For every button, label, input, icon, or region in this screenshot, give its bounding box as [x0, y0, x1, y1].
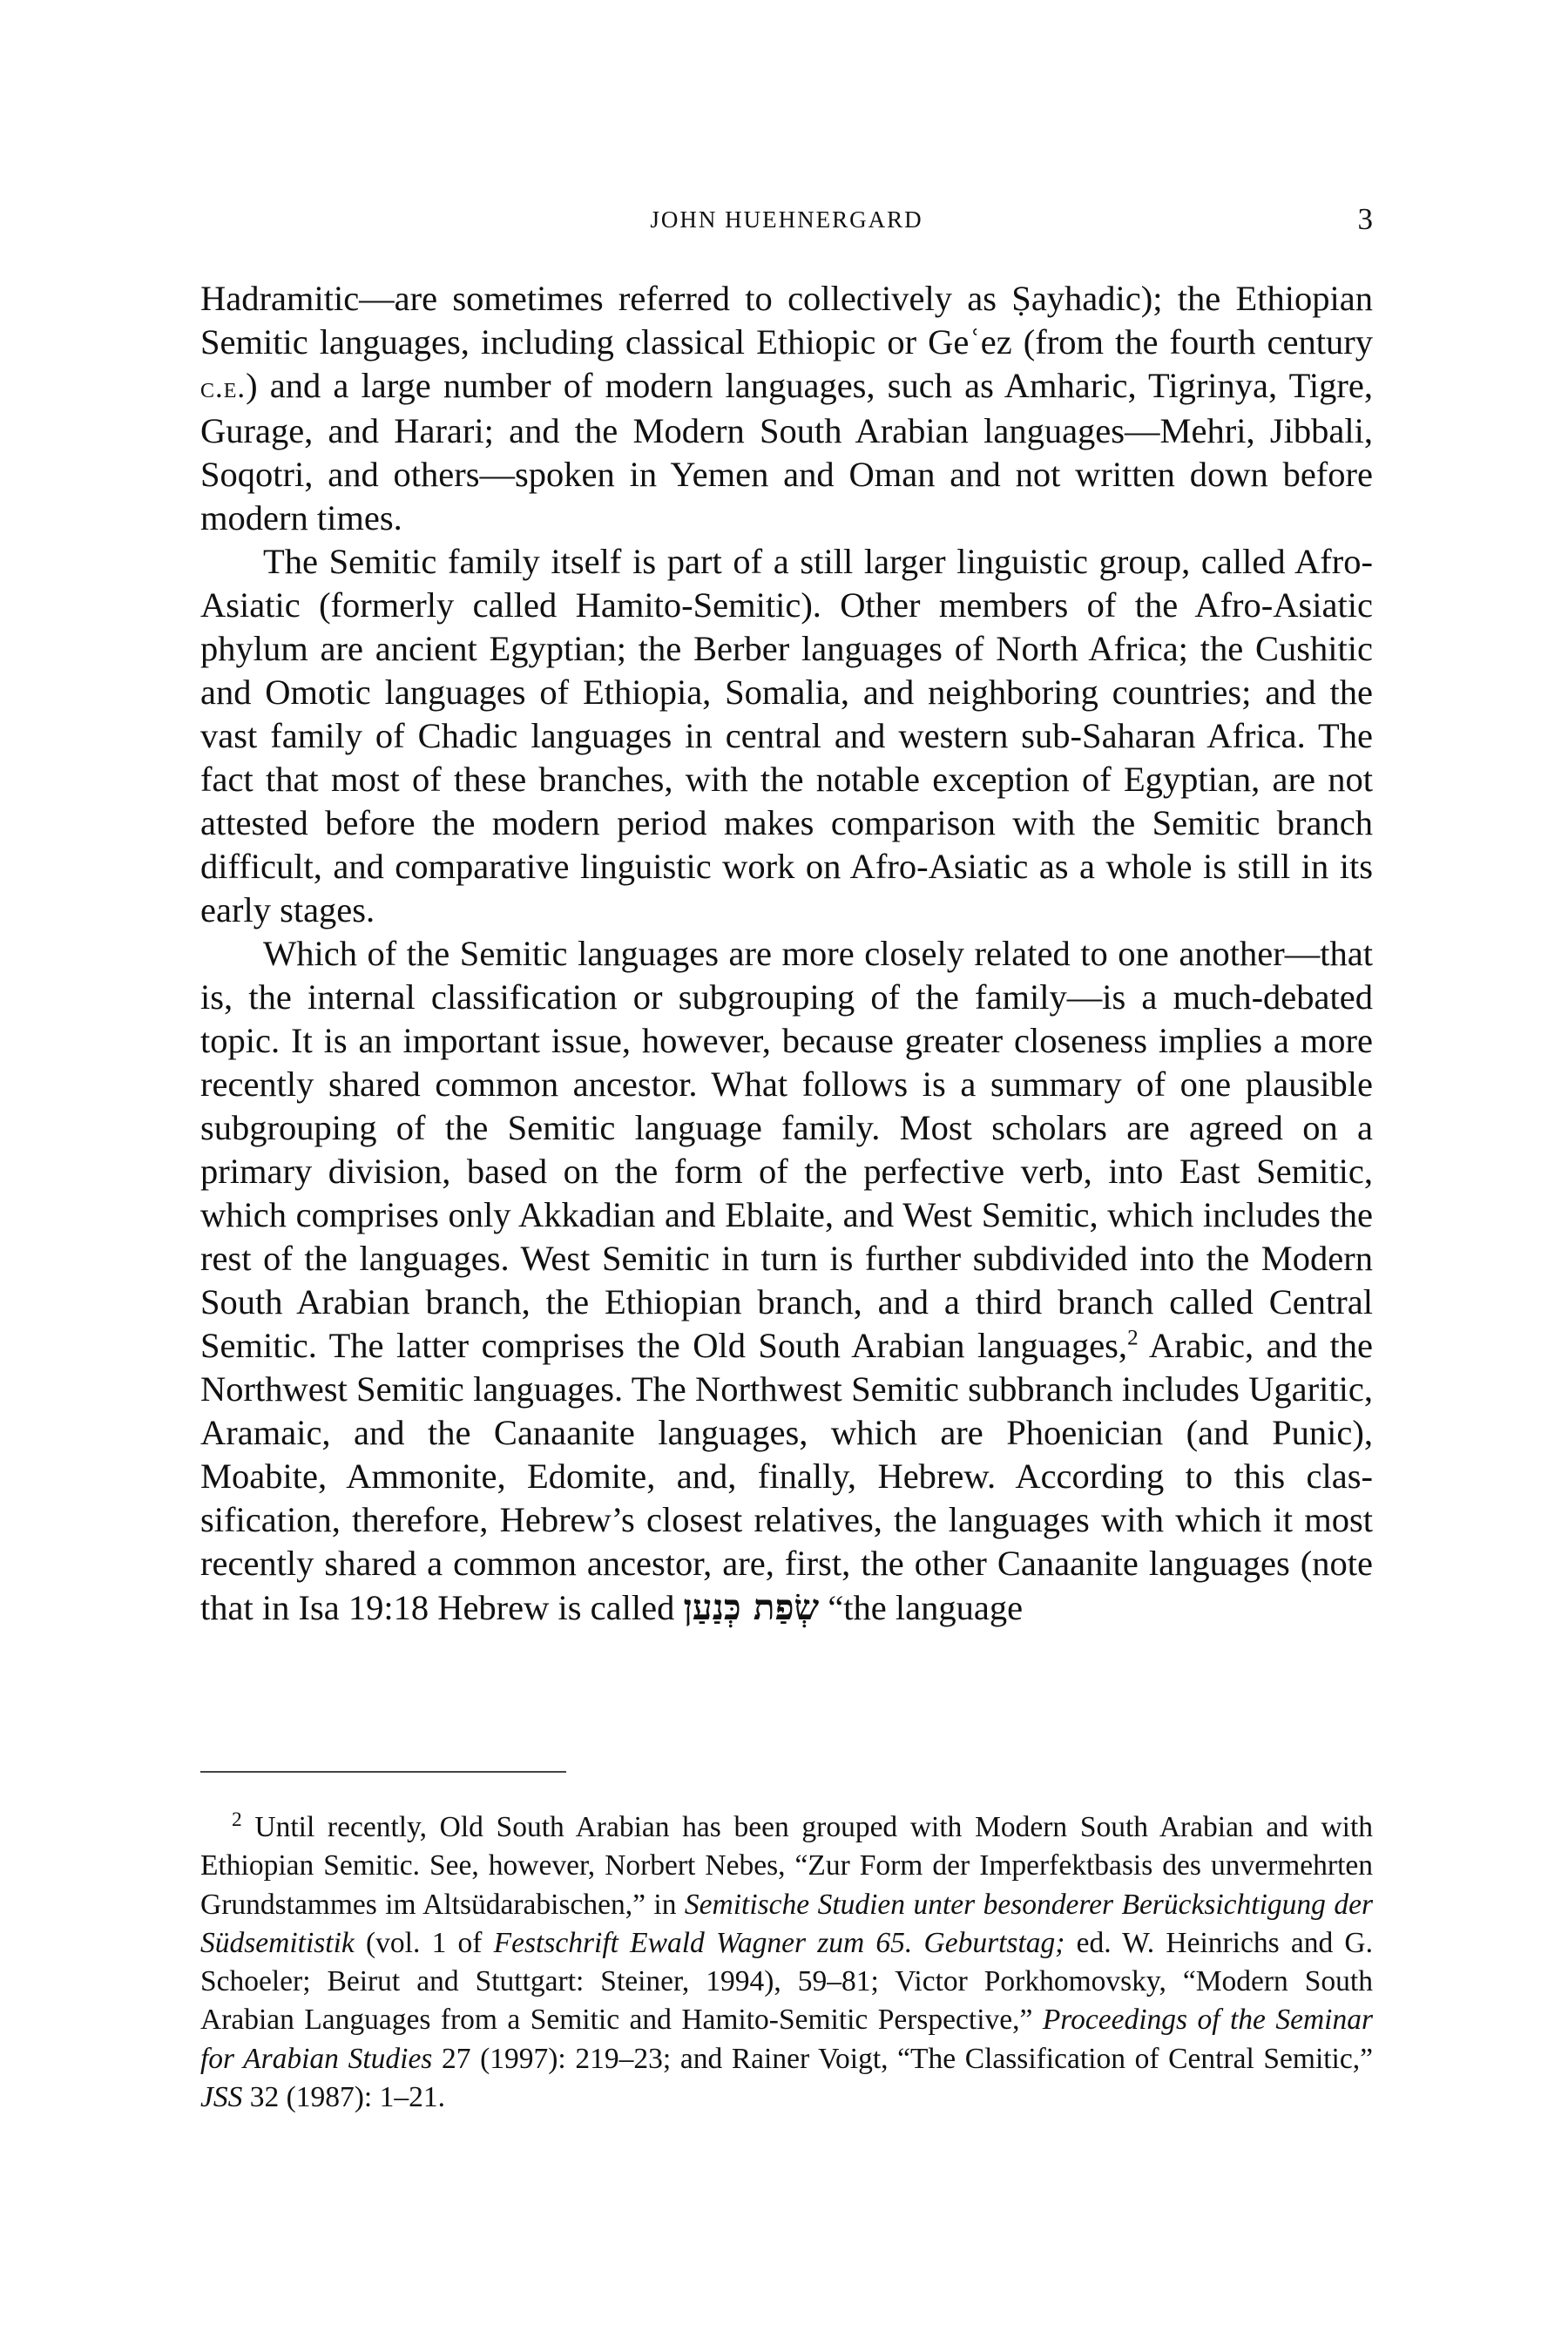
footnote — [200, 1808, 1373, 2117]
footnote-number: 2 — [232, 1808, 242, 1831]
footnote-2 — [200, 1808, 1373, 2117]
footnote-text-4: 27 (1997): 219–23; and Rainer Voigt, “The Classification of Central Semitic,” — [432, 2042, 1373, 2075]
footnote-text-2: (vol. 1 of — [354, 1926, 494, 1959]
footnote-reference[interactable]: 2 — [1127, 1326, 1139, 1350]
paragraph-1-text-b: ) and a large number of modern languages, such as Amharic, Tigrinya, Tigre, Gurage, and Harari; and the Modern South Arabian languages—Mehri, Jibbali, Soqotri, and others—spoken in Yemen and Oman and not written down before modern times. — [200, 366, 1373, 537]
hebrew-phrase: שְׂפַת כְּנַעַן — [683, 1586, 820, 1628]
footnote-text-1: Until recently, Old South Arabian has been grouped with Modern South Arabian and with Ethiopian Semitic. See, however, Norbert Nebes, “Zur Form der Imperfektbasis des unvermehrten Grundstammes im Altsüdarabischen,” in — [200, 1811, 1373, 1921]
paragraph-3 — [200, 932, 1373, 1630]
running-head-title: JOHN HUEHNERGARD — [650, 206, 923, 233]
footnote-title-1: Semitische Studien unter besonderer Berücksichtigung der Südsemitistik — [200, 1888, 1373, 1959]
paragraph-3-text-c: “the language — [819, 1588, 1024, 1627]
paragraph-3-text-b: Arabic, and the Northwest Semitic languages. The Northwest Semitic subbranch includes Ugaritic, Aramaic, and the Canaanite languages, which are Phoenician (and Punic), Moabite, Ammonite, Edomite, and, finally, Hebrew. According to this classification, therefore, Hebrew’s closest relatives, the languages with which it most recently shared a common ancestor, are, first, the other Canaanite languages (note that in Isa 19:18 Hebrew is called — [200, 1326, 1373, 1627]
footnote-text-3: ed. W. Heinrichs and G. Schoeler; Beirut and Stuttgart: Steiner, 1994), 59–81; Victor Porkhomovsky, “Modern South Arabian Languages from a Semitic and Hamito-Semitic Perspective,” — [200, 1926, 1373, 2037]
page-number: 3 — [1357, 202, 1373, 236]
paragraph-1 — [200, 277, 1373, 540]
era-abbreviation: c.e. — [200, 370, 247, 404]
paragraph-2: The Semitic family itself is part of a still larger linguistic group, called Afro-Asiatic (formerly called Hamito-Semitic). Other members of the Afro-Asiatic phylum are ancient Egyptian; the Berber languages of North Africa; the Cushitic and Omotic languages of Ethiopia, Somalia, and neighboring countries; and the vast family of Chadic languages in central and western sub-Saharan Africa. The fact that most of these branches, with the notable exception of Egyptian, are not attested before the modern period makes comparison with the Semitic branch difficult, and comparative linguistic work on Afro-Asiatic as a whole is still in its early stages. — [200, 542, 1373, 929]
main-text — [200, 277, 1373, 1630]
footnote-separator — [200, 1771, 566, 1773]
paragraph-3-text-a: Which of the Semitic languages are more closely related to one another—that is, the internal classification or subgrouping of the family—is a much-debated topic. It is an important issue, however, because greater closeness implies a more recently shared common ancestor. What follows is a summary of one plausible subgrouping of the Semitic language family. Most scholars are agreed on a primary division, based on the form of the perfective verb, into East Semitic, which comprises only Akkadian and Eblaite, and West Semitic, which includes the rest of the languages. West Semitic in turn is further subdivided into the Modern South Arabian branch, the Ethiopian branch, and a third branch called Central Semitic. The latter comprises the Old South Arabian languages, — [200, 934, 1373, 1365]
running-head — [200, 195, 1373, 244]
footnote-journal-abbrev: JSS — [200, 2081, 243, 2114]
footnote-title-3: Proceedings of the Seminar for Arabian Studies — [200, 2004, 1373, 2075]
footnote-title-2: Festschrift Ewald Wagner zum 65. Geburtstag; — [493, 1926, 1065, 1959]
footnote-text-5: 32 (1987): 1–21. — [242, 2081, 445, 2114]
paragraph-1-text-a: Hadramitic—are sometimes referred to collectively as Ṣayhadic); the Ethiopian Semitic languages, including classical Ethiopic or Geʿez (from the fourth century — [200, 279, 1373, 362]
